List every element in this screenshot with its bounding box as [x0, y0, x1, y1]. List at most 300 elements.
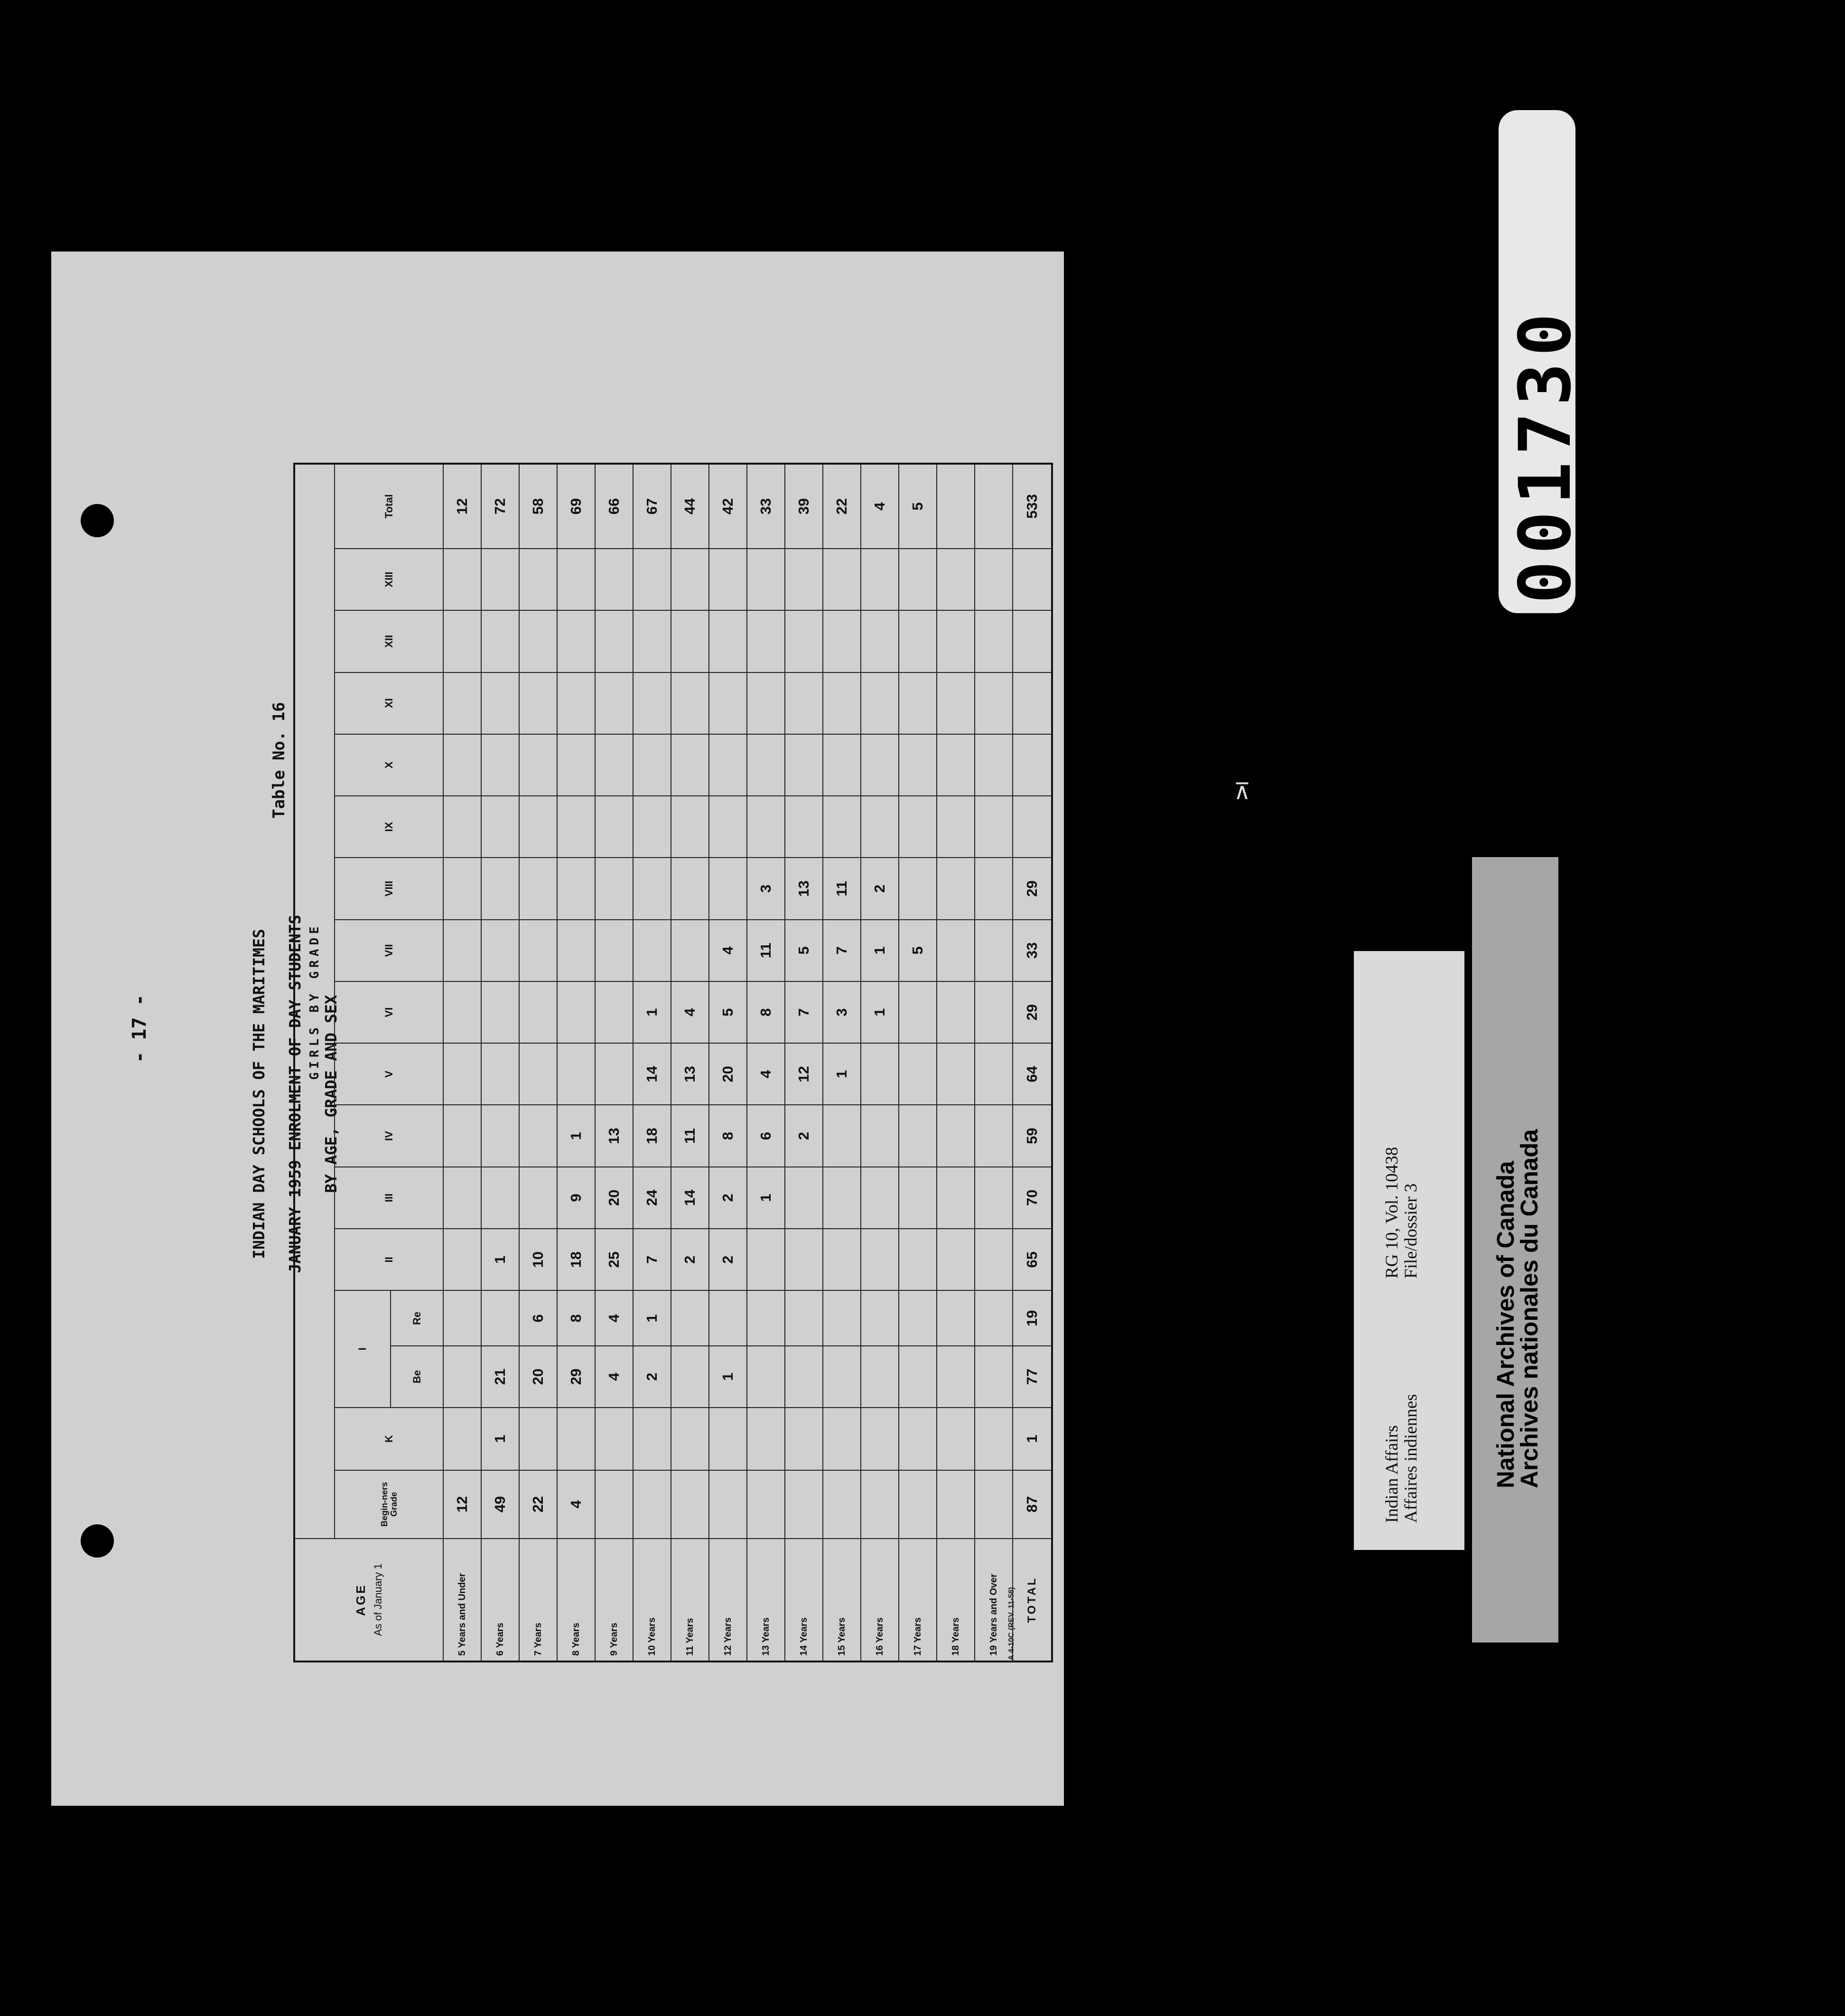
col-vi: VI [335, 981, 443, 1043]
total-cell: 59 [1013, 1105, 1052, 1167]
value-cell [861, 734, 899, 796]
value-cell: 44 [671, 464, 709, 549]
total-cell: 1 [1013, 1408, 1052, 1470]
col-xiii: XIII [335, 549, 443, 610]
value-cell [481, 920, 519, 981]
value-cell [709, 610, 747, 672]
value-cell [823, 1408, 861, 1470]
value-cell [747, 672, 785, 734]
value-cell [481, 610, 519, 672]
value-cell [747, 1470, 785, 1539]
age-cell: 8 Years [557, 1539, 595, 1661]
value-cell: 2 [785, 1105, 823, 1167]
archives-name-en: National Archives of Canada [1492, 1161, 1519, 1488]
value-cell [443, 549, 481, 610]
value-cell: 18 [633, 1105, 671, 1167]
age-cell: 6 Years [481, 1539, 519, 1661]
value-cell [861, 672, 899, 734]
value-cell [975, 1105, 1013, 1167]
value-cell: 13 [595, 1105, 633, 1167]
value-cell: 11 [823, 858, 861, 919]
value-cell [785, 1229, 823, 1290]
table-number: Table No. 16 [270, 702, 289, 819]
value-cell [557, 734, 595, 796]
value-cell: 4 [747, 1043, 785, 1105]
total-cell: 87 [1013, 1470, 1052, 1539]
value-cell [709, 1290, 747, 1346]
value-cell [975, 1470, 1013, 1539]
reel-number-frame [1499, 110, 1587, 613]
value-cell: 1 [481, 1229, 519, 1290]
value-cell [519, 549, 557, 610]
age-header [294, 1539, 443, 1661]
value-cell [899, 796, 937, 858]
col-v: V [335, 1043, 443, 1105]
label-line-1-right: RG 10, Vol. 10438 [1382, 1147, 1402, 1279]
value-cell [975, 981, 1013, 1043]
value-cell [937, 1408, 975, 1470]
col-xii: XII [335, 610, 443, 672]
table-row [671, 464, 709, 1661]
value-cell: 5 [785, 920, 823, 981]
value-cell [443, 920, 481, 981]
col-k: K [335, 1408, 443, 1470]
value-cell: 42 [709, 464, 747, 549]
value-cell [937, 920, 975, 981]
value-cell [595, 1470, 633, 1539]
value-cell [785, 1470, 823, 1539]
archive-reference-label [1354, 951, 1464, 1550]
value-cell: 2 [671, 1229, 709, 1290]
value-cell: 2 [709, 1229, 747, 1290]
value-cell [937, 1105, 975, 1167]
value-cell: 33 [747, 464, 785, 549]
value-cell [785, 672, 823, 734]
value-cell [443, 858, 481, 919]
value-cell [481, 981, 519, 1043]
value-cell [443, 1043, 481, 1105]
value-cell [747, 734, 785, 796]
table-row [443, 464, 481, 1661]
value-cell: 4 [595, 1346, 633, 1407]
value-cell [671, 920, 709, 981]
value-cell: 49 [481, 1470, 519, 1539]
label-line-1-left: Indian Affairs [1382, 1425, 1402, 1523]
value-cell [937, 610, 975, 672]
value-cell [443, 1346, 481, 1407]
value-cell [861, 1346, 899, 1407]
value-cell [519, 796, 557, 858]
total-cell: 33 [1013, 920, 1052, 981]
value-cell [633, 920, 671, 981]
value-cell [823, 734, 861, 796]
value-cell [861, 610, 899, 672]
total-cell: 77 [1013, 1346, 1052, 1407]
value-cell [481, 672, 519, 734]
value-cell [481, 549, 519, 610]
form-number: IA 4-10C (REV. 11-58) [1007, 1587, 1016, 1662]
age-header-subtitle: As of January 1 [372, 1563, 384, 1636]
value-cell [785, 1408, 823, 1470]
value-cell [975, 672, 1013, 734]
value-cell [595, 920, 633, 981]
value-cell [671, 796, 709, 858]
age-cell: 10 Years [633, 1539, 671, 1661]
table-row [975, 464, 1013, 1661]
value-cell [443, 734, 481, 796]
value-cell [937, 1043, 975, 1105]
value-cell [899, 1346, 937, 1407]
total-cell [1013, 796, 1052, 858]
value-cell: 24 [633, 1167, 671, 1229]
value-cell [975, 734, 1013, 796]
value-cell [975, 1043, 1013, 1105]
value-cell [633, 796, 671, 858]
col-x: X [335, 734, 443, 796]
total-cell: 65 [1013, 1229, 1052, 1290]
value-cell [633, 1408, 671, 1470]
value-cell [671, 1408, 709, 1470]
value-cell: 12 [443, 1470, 481, 1539]
value-cell [975, 1167, 1013, 1229]
value-cell [823, 549, 861, 610]
value-cell [595, 1408, 633, 1470]
value-cell [633, 734, 671, 796]
value-cell [975, 920, 1013, 981]
value-cell [975, 1408, 1013, 1470]
value-cell [747, 610, 785, 672]
value-cell [785, 549, 823, 610]
value-cell [443, 1105, 481, 1167]
value-cell [709, 734, 747, 796]
value-cell [595, 672, 633, 734]
value-cell [747, 1290, 785, 1346]
page-number: - 17 - [129, 994, 150, 1063]
value-cell [937, 1167, 975, 1229]
value-cell: 7 [633, 1229, 671, 1290]
total-row [1013, 464, 1052, 1661]
rotated-page-content [51, 252, 1064, 1806]
col-be: Be [391, 1346, 443, 1407]
value-cell [861, 1167, 899, 1229]
value-cell [823, 672, 861, 734]
value-cell [595, 734, 633, 796]
value-cell [633, 858, 671, 919]
value-cell [975, 610, 1013, 672]
value-cell [443, 1167, 481, 1229]
total-cell [1013, 734, 1052, 796]
title-line-1: INDIAN DAY SCHOOLS OF THE MARITIMES [250, 929, 268, 1259]
value-cell [557, 1043, 595, 1105]
value-cell: 1 [709, 1346, 747, 1407]
col-iv: IV [335, 1105, 443, 1167]
value-cell: 58 [519, 464, 557, 549]
scan-mark: ⊼ [1234, 778, 1251, 805]
value-cell [519, 1043, 557, 1105]
age-cell: 14 Years [785, 1539, 823, 1661]
total-cell: 70 [1013, 1167, 1052, 1229]
value-cell [747, 1408, 785, 1470]
value-cell [519, 920, 557, 981]
value-cell: 2 [861, 858, 899, 919]
value-cell: 4 [595, 1290, 633, 1346]
age-cell: 12 Years [709, 1539, 747, 1661]
age-cell: 16 Years [861, 1539, 899, 1661]
total-cell: 533 [1013, 464, 1052, 549]
value-cell [823, 1346, 861, 1407]
value-cell [937, 1470, 975, 1539]
value-cell [709, 796, 747, 858]
col-beginners: Begin-ners Grade [335, 1470, 443, 1539]
value-cell [747, 1229, 785, 1290]
col-ii: II [335, 1229, 443, 1290]
value-cell [557, 672, 595, 734]
value-cell [861, 1408, 899, 1470]
value-cell [823, 610, 861, 672]
age-cell: 9 Years [595, 1539, 633, 1661]
value-cell: 5 [899, 920, 937, 981]
value-cell: 20 [519, 1346, 557, 1407]
age-cell: 7 Years [519, 1539, 557, 1661]
value-cell: 21 [481, 1346, 519, 1407]
value-cell [899, 672, 937, 734]
title-line-2: JANUARY 1959 ENROLMENT OF DAY STUDENTS [286, 915, 304, 1273]
value-cell [899, 610, 937, 672]
girls-by-grade-header: GIRLS BY GRADE [294, 464, 335, 1539]
value-cell: 11 [747, 920, 785, 981]
value-cell: 14 [633, 1043, 671, 1105]
value-cell [975, 464, 1013, 549]
value-cell: 4 [709, 920, 747, 981]
table-row [747, 464, 785, 1661]
value-cell: 5 [709, 981, 747, 1043]
value-cell [595, 1043, 633, 1105]
value-cell: 20 [709, 1043, 747, 1105]
value-cell: 69 [557, 464, 595, 549]
total-cell: 19 [1013, 1290, 1052, 1346]
value-cell [861, 549, 899, 610]
table-body [443, 464, 1052, 1661]
table-row [481, 464, 519, 1661]
value-cell: 2 [709, 1167, 747, 1229]
value-cell [899, 858, 937, 919]
value-cell [899, 549, 937, 610]
value-cell [785, 796, 823, 858]
label-line-2-right: File/dossier 3 [1401, 1183, 1421, 1279]
age-cell: 17 Years [899, 1539, 937, 1661]
value-cell [557, 610, 595, 672]
value-cell [595, 549, 633, 610]
value-cell [823, 1105, 861, 1167]
value-cell [443, 981, 481, 1043]
value-cell [481, 1290, 519, 1346]
value-cell [671, 734, 709, 796]
col-vii: VII [335, 920, 443, 981]
value-cell [595, 981, 633, 1043]
value-cell [747, 549, 785, 610]
value-cell: 18 [557, 1229, 595, 1290]
value-cell [671, 1346, 709, 1407]
value-cell: 8 [747, 981, 785, 1043]
table-row [595, 464, 633, 1661]
value-cell: 3 [823, 981, 861, 1043]
value-cell: 14 [671, 1167, 709, 1229]
value-cell [937, 1346, 975, 1407]
value-cell [937, 981, 975, 1043]
value-cell: 72 [481, 464, 519, 549]
age-cell: 13 Years [747, 1539, 785, 1661]
value-cell [899, 1229, 937, 1290]
enrolment-table [293, 463, 1053, 1662]
value-cell [671, 1290, 709, 1346]
value-cell [481, 858, 519, 919]
value-cell [557, 981, 595, 1043]
age-cell: 15 Years [823, 1539, 861, 1661]
label-line-2-left: Affaires indiennes [1401, 1394, 1421, 1523]
value-cell [671, 610, 709, 672]
value-cell [557, 549, 595, 610]
value-cell [899, 1105, 937, 1167]
table-row [823, 464, 861, 1661]
value-cell [709, 1470, 747, 1539]
value-cell [861, 1229, 899, 1290]
value-cell [595, 858, 633, 919]
age-cell: 18 Years [937, 1539, 975, 1661]
value-cell [937, 672, 975, 734]
value-cell [823, 1229, 861, 1290]
col-ix: IX [335, 796, 443, 858]
value-cell: 1 [633, 1290, 671, 1346]
value-cell: 6 [519, 1290, 557, 1346]
total-cell: 29 [1013, 858, 1052, 919]
value-cell [899, 1043, 937, 1105]
value-cell: 1 [861, 981, 899, 1043]
value-cell: 1 [557, 1105, 595, 1167]
value-cell [899, 981, 937, 1043]
value-cell: 1 [861, 920, 899, 981]
total-cell [1013, 549, 1052, 610]
value-cell [671, 1470, 709, 1539]
value-cell [785, 734, 823, 796]
value-cell [443, 1290, 481, 1346]
value-cell [975, 549, 1013, 610]
total-cell [1013, 610, 1052, 672]
title-line-3: BY AGE, GRADE AND SEX [322, 995, 340, 1193]
value-cell [595, 610, 633, 672]
value-cell [899, 1470, 937, 1539]
value-cell [975, 1346, 1013, 1407]
value-cell [519, 1105, 557, 1167]
value-cell [899, 1408, 937, 1470]
value-cell [937, 1229, 975, 1290]
value-cell [519, 672, 557, 734]
table-row [785, 464, 823, 1661]
value-cell [709, 1408, 747, 1470]
value-cell: 8 [709, 1105, 747, 1167]
table-row [519, 464, 557, 1661]
value-cell [481, 1105, 519, 1167]
value-cell [747, 796, 785, 858]
table-row [861, 464, 899, 1661]
value-cell [443, 672, 481, 734]
value-cell: 29 [557, 1346, 595, 1407]
value-cell: 9 [557, 1167, 595, 1229]
value-cell [937, 858, 975, 919]
archives-name-fr: Archives nationales du Canada [1516, 1129, 1543, 1488]
value-cell [481, 1167, 519, 1229]
value-cell: 13 [671, 1043, 709, 1105]
value-cell [899, 1167, 937, 1229]
value-cell [671, 858, 709, 919]
value-cell: 22 [519, 1470, 557, 1539]
value-cell: 67 [633, 464, 671, 549]
value-cell [557, 796, 595, 858]
value-cell [975, 796, 1013, 858]
value-cell [899, 1290, 937, 1346]
value-cell [747, 1346, 785, 1407]
total-cell: 29 [1013, 981, 1052, 1043]
col-viii: VIII [335, 858, 443, 919]
value-cell [861, 1043, 899, 1105]
value-cell [937, 734, 975, 796]
value-cell: 22 [823, 464, 861, 549]
value-cell: 2 [633, 1346, 671, 1407]
value-cell [785, 610, 823, 672]
value-cell [519, 981, 557, 1043]
value-cell: 20 [595, 1167, 633, 1229]
value-cell [519, 1167, 557, 1229]
value-cell [481, 796, 519, 858]
value-cell [861, 796, 899, 858]
value-cell [823, 1167, 861, 1229]
value-cell [633, 610, 671, 672]
age-cell: 5 Years and Under [443, 1539, 481, 1661]
value-cell [861, 1105, 899, 1167]
age-cell: 11 Years [671, 1539, 709, 1661]
value-cell [861, 1470, 899, 1539]
col-re: Re [391, 1290, 443, 1346]
value-cell: 7 [785, 981, 823, 1043]
value-cell [823, 1290, 861, 1346]
col-grade-i: I [335, 1290, 391, 1407]
age-header-title: AGE [354, 1583, 368, 1616]
value-cell [937, 464, 975, 549]
value-cell: 4 [557, 1470, 595, 1539]
table-row [557, 464, 595, 1661]
value-cell: 12 [443, 464, 481, 549]
value-cell [443, 1229, 481, 1290]
value-cell [671, 672, 709, 734]
value-cell [671, 549, 709, 610]
total-cell [1013, 672, 1052, 734]
value-cell [785, 1290, 823, 1346]
value-cell [519, 610, 557, 672]
value-cell [443, 610, 481, 672]
col-xi: XI [335, 672, 443, 734]
value-cell: 1 [747, 1167, 785, 1229]
value-cell: 5 [899, 464, 937, 549]
reel-number: 001730 [1504, 307, 1587, 604]
value-cell [937, 796, 975, 858]
value-cell [519, 734, 557, 796]
value-cell [975, 1290, 1013, 1346]
value-cell [443, 1408, 481, 1470]
value-cell [519, 1408, 557, 1470]
value-cell [633, 549, 671, 610]
table-row [937, 464, 975, 1661]
value-cell [937, 549, 975, 610]
value-cell [975, 1229, 1013, 1290]
